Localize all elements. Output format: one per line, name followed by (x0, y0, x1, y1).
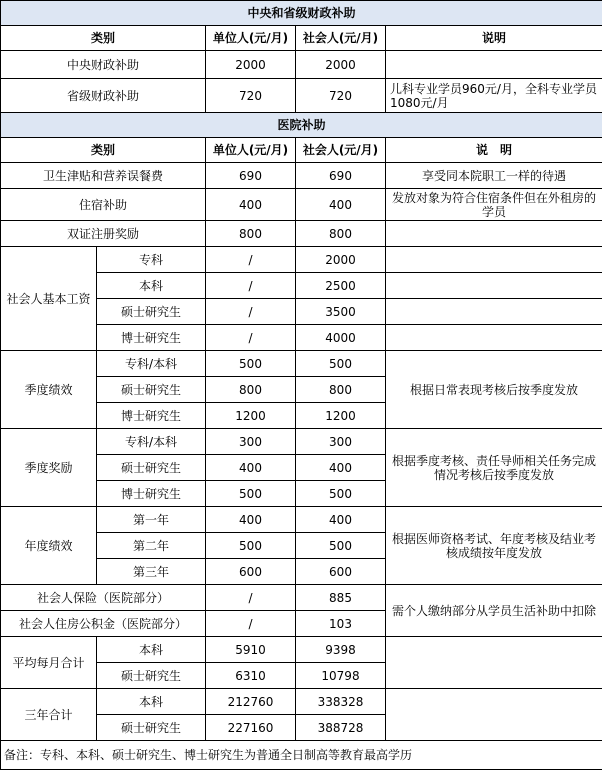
row-name: 省级财政补助 (1, 79, 206, 113)
unit-value: 500 (206, 533, 296, 559)
table-row (1, 221, 602, 247)
header-category: 类别 (1, 26, 206, 51)
unit-value: 800 (206, 377, 296, 403)
unit-value: 2000 (206, 51, 296, 79)
social-value: 500 (296, 351, 386, 377)
social-value: 300 (296, 429, 386, 455)
footnote: 备注：专科、本科、硕士研究生、博士研究生为普通全日制高等教育最高学历 (1, 741, 602, 770)
unit-value: 500 (206, 481, 296, 507)
header-note: 说明 (386, 26, 602, 51)
row-note: 享受同本院职工一样的待遇 (386, 163, 602, 189)
social-value: 4000 (296, 325, 386, 351)
row-name: 双证注册奖励 (1, 221, 206, 247)
group-name: 年度绩效 (1, 507, 97, 585)
social-value: 500 (296, 533, 386, 559)
group-note: 根据医师资格考试、年度考核及结业考核成绩按年度发放 (386, 507, 602, 585)
social-value: 10798 (296, 663, 386, 689)
social-value: 338328 (296, 689, 386, 715)
social-value: 103 (296, 611, 386, 637)
unit-value: 300 (206, 429, 296, 455)
sub-name: 本科 (97, 273, 206, 299)
unit-value: 212760 (206, 689, 296, 715)
row-note (386, 299, 602, 325)
social-value: 800 (296, 221, 386, 247)
row-note (386, 273, 602, 299)
table-row (1, 585, 602, 611)
social-value: 600 (296, 559, 386, 585)
unit-value: / (206, 325, 296, 351)
unit-value: 500 (206, 351, 296, 377)
social-value: 9398 (296, 637, 386, 663)
social-value: 2000 (296, 51, 386, 79)
sub-name: 第二年 (97, 533, 206, 559)
section-title-hospital: 医院补助 (1, 113, 602, 138)
row-note (386, 51, 602, 79)
sub-name: 专科/本科 (97, 429, 206, 455)
social-value: 800 (296, 377, 386, 403)
table-row (1, 507, 602, 533)
sub-name: 专科 (97, 247, 206, 273)
sub-name: 博士研究生 (97, 325, 206, 351)
row-note (386, 325, 602, 351)
unit-value: 720 (206, 79, 296, 113)
social-value: 2000 (296, 247, 386, 273)
header-unit: 单位人(元/月) (206, 138, 296, 163)
social-value: 885 (296, 585, 386, 611)
unit-value: 400 (206, 455, 296, 481)
unit-value: 600 (206, 559, 296, 585)
unit-value: 1200 (206, 403, 296, 429)
sub-name: 本科 (97, 637, 206, 663)
table-row (1, 637, 602, 663)
group-note: 需个人缴纳部分从学员生活补助中扣除 (386, 585, 602, 637)
table-row (1, 51, 602, 79)
social-value: 388728 (296, 715, 386, 741)
social-value: 3500 (296, 299, 386, 325)
table-row (1, 163, 602, 189)
unit-value: 5910 (206, 637, 296, 663)
group-name: 季度绩效 (1, 351, 97, 429)
group-note (386, 689, 602, 741)
sub-name: 硕士研究生 (97, 455, 206, 481)
sub-name: 博士研究生 (97, 403, 206, 429)
header-social: 社会人(元/月) (296, 26, 386, 51)
group-note (386, 637, 602, 689)
group-note: 根据日常表现考核后按季度发放 (386, 351, 602, 429)
row-note (386, 221, 602, 247)
row-name: 社会人保险（医院部分） (1, 585, 206, 611)
unit-value: / (206, 273, 296, 299)
row-note: 发放对象为符合住宿条件但在外租房的学员 (386, 189, 602, 221)
unit-value: 690 (206, 163, 296, 189)
sub-name: 硕士研究生 (97, 715, 206, 741)
table-row (1, 689, 602, 715)
sub-name: 硕士研究生 (97, 299, 206, 325)
unit-value: / (206, 247, 296, 273)
social-value: 400 (296, 189, 386, 221)
sub-name: 硕士研究生 (97, 377, 206, 403)
group-name: 社会人基本工资 (1, 247, 97, 351)
header-unit: 单位人(元/月) (206, 26, 296, 51)
unit-value: / (206, 611, 296, 637)
header-social: 社会人(元/月) (296, 138, 386, 163)
social-value: 400 (296, 455, 386, 481)
sub-name: 硕士研究生 (97, 663, 206, 689)
group-name: 平均每月合计 (1, 637, 97, 689)
unit-value: 6310 (206, 663, 296, 689)
sub-name: 专科/本科 (97, 351, 206, 377)
social-value: 400 (296, 507, 386, 533)
social-value: 690 (296, 163, 386, 189)
sub-name: 博士研究生 (97, 481, 206, 507)
social-value: 2500 (296, 273, 386, 299)
row-name: 卫生津贴和营养误餐费 (1, 163, 206, 189)
table-row (1, 189, 602, 221)
table-row (1, 79, 602, 113)
unit-value: 800 (206, 221, 296, 247)
table-row (1, 247, 602, 273)
social-value: 1200 (296, 403, 386, 429)
group-note: 根据季度考核、责任导师相关任务完成情况考核后按季度发放 (386, 429, 602, 507)
row-name: 社会人住房公积金（医院部分） (1, 611, 206, 637)
social-value: 720 (296, 79, 386, 113)
sub-name: 本科 (97, 689, 206, 715)
row-note (386, 247, 602, 273)
row-note: 儿科专业学员960元/月，全科专业学员1080元/月 (386, 79, 602, 113)
header-category: 类别 (1, 138, 206, 163)
table-row (1, 351, 602, 377)
unit-value: 400 (206, 507, 296, 533)
row-name: 住宿补助 (1, 189, 206, 221)
header-note: 说 明 (386, 138, 602, 163)
unit-value: / (206, 299, 296, 325)
sub-name: 第一年 (97, 507, 206, 533)
social-value: 500 (296, 481, 386, 507)
unit-value: / (206, 585, 296, 611)
table-row (1, 429, 602, 455)
section-title-central: 中央和省级财政补助 (1, 1, 602, 26)
group-name: 三年合计 (1, 689, 97, 741)
row-name: 中央财政补助 (1, 51, 206, 79)
sub-name: 第三年 (97, 559, 206, 585)
unit-value: 400 (206, 189, 296, 221)
unit-value: 227160 (206, 715, 296, 741)
group-name: 季度奖励 (1, 429, 97, 507)
